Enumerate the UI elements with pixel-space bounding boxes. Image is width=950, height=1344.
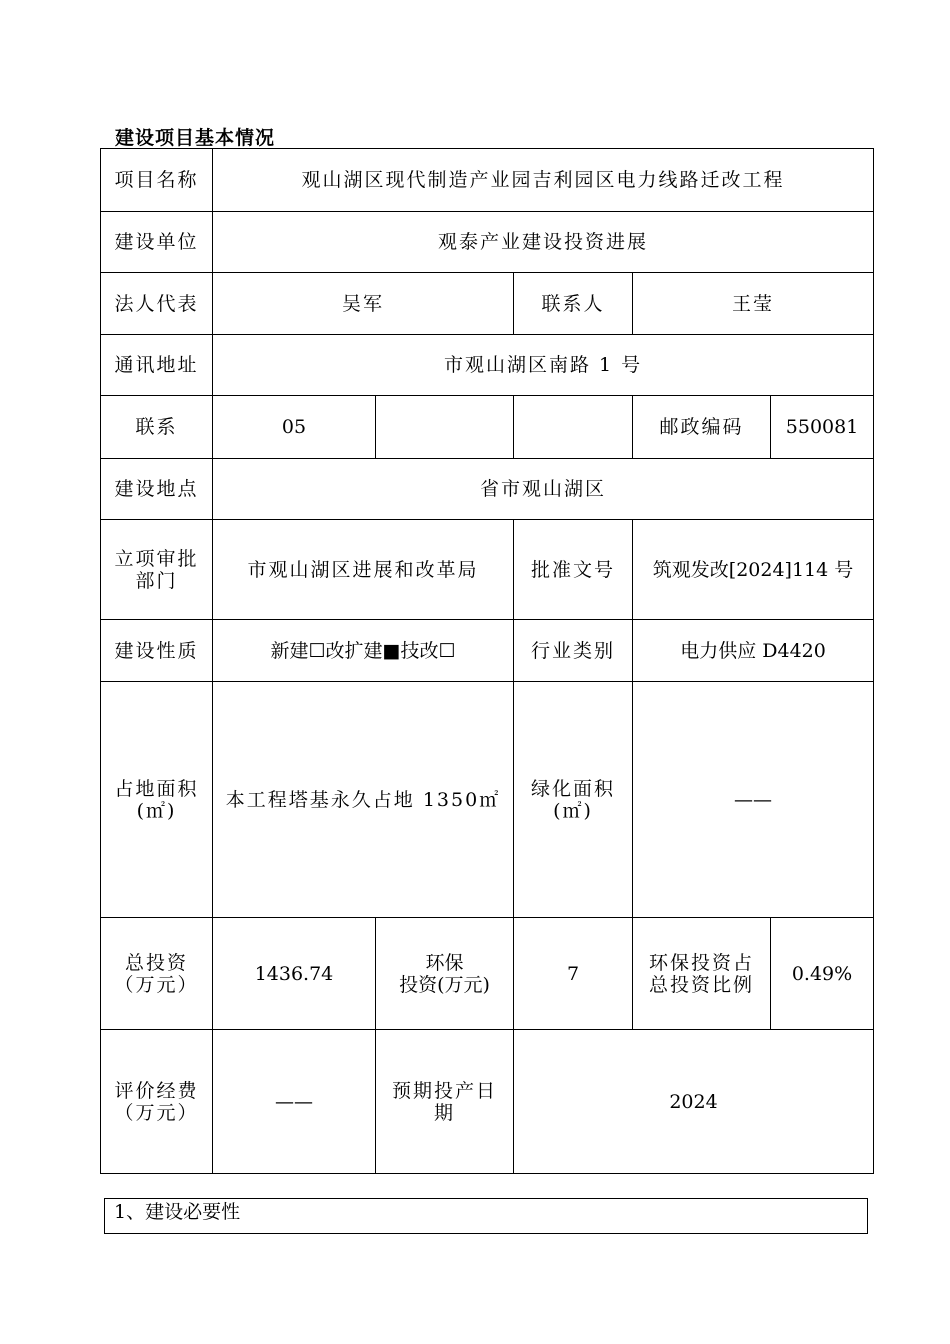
phone-value: 05 <box>213 396 376 459</box>
evaluation-label-line1: 评价经费 <box>114 1079 199 1102</box>
approval-value: 市观山湖区进展和改革局 <box>213 520 514 620</box>
land-label-line1: 占地面积 <box>114 777 199 800</box>
investment-label <box>101 918 213 1030</box>
row-location <box>101 459 874 520</box>
env-ratio-label-line2: 总投资比例 <box>648 973 754 996</box>
green-label-line2: (㎡) <box>553 799 593 822</box>
investment-label-line2: （万元） <box>114 973 199 996</box>
env-ratio-label <box>633 918 771 1030</box>
project-name-label: 项目名称 <box>101 149 213 212</box>
approval-label-line2: 部门 <box>135 569 178 592</box>
location-value: 省市观山湖区 <box>213 459 874 520</box>
legal-rep-value: 吴军 <box>213 273 514 335</box>
phone-extra-cell-2 <box>514 396 633 459</box>
section-title: 1、建设必要性 <box>114 1201 241 1223</box>
production-date-label-line2: 期 <box>433 1101 455 1124</box>
address-value: 市观山湖区南路 1 号 <box>213 335 874 396</box>
green-label-line1: 绿化面积 <box>530 777 615 800</box>
row-investment <box>101 918 874 1030</box>
industry-value: 电力供应 D4420 <box>633 620 874 682</box>
land-value: 本工程塔基永久占地 1350㎡ <box>213 682 514 918</box>
project-name-value: 观山湖区现代制造产业园吉利园区电力线路迁改工程 <box>213 149 874 212</box>
land-label-line2: (㎡) <box>136 799 177 822</box>
phone-extra-cell-1 <box>376 396 514 459</box>
env-ratio-label-line1: 环保投资占 <box>648 951 754 974</box>
row-legal-rep <box>101 273 874 335</box>
env-investment-label-line2: 投资(万元) <box>399 973 490 996</box>
builder-value: 观泰产业建设投资进展 <box>213 212 874 273</box>
row-builder <box>101 212 874 273</box>
env-investment-label <box>376 918 514 1030</box>
contact-value: 王莹 <box>633 273 874 335</box>
row-evaluation <box>101 1030 874 1174</box>
env-ratio-value: 0.49% <box>771 918 874 1030</box>
legal-rep-label: 法人代表 <box>101 273 213 335</box>
row-nature <box>101 620 874 682</box>
project-info-table <box>100 148 874 1174</box>
green-label <box>514 682 633 918</box>
postcode-value: 550081 <box>771 396 874 459</box>
approval-label <box>101 520 213 620</box>
phone-label: 联系 <box>101 396 213 459</box>
production-date-label <box>376 1030 514 1174</box>
investment-value: 1436.74 <box>213 918 376 1030</box>
evaluation-label <box>101 1030 213 1174</box>
approval-label-line1: 立项审批 <box>114 547 199 570</box>
approval-doc-value: 筑观发改[2024]114 号 <box>633 520 874 620</box>
env-investment-label-line1: 环保 <box>425 951 464 974</box>
location-label: 建设地点 <box>101 459 213 520</box>
contact-label: 联系人 <box>514 273 633 335</box>
approval-doc-label: 批准文号 <box>514 520 633 620</box>
land-label <box>101 682 213 918</box>
address-label: 通讯地址 <box>101 335 213 396</box>
investment-label-line1: 总投资 <box>124 951 188 974</box>
row-project-name <box>101 149 874 212</box>
postcode-label: 邮政编码 <box>633 396 771 459</box>
row-address <box>101 335 874 396</box>
evaluation-label-line2: （万元） <box>114 1101 199 1124</box>
page-heading: 建设项目基本情况 <box>115 127 276 149</box>
env-investment-value: 7 <box>514 918 633 1030</box>
row-land <box>101 682 874 918</box>
builder-label: 建设单位 <box>101 212 213 273</box>
green-value: —— <box>633 682 874 918</box>
nature-label: 建设性质 <box>101 620 213 682</box>
row-phone <box>101 396 874 459</box>
production-date-label-line1: 预期投产日 <box>391 1079 497 1102</box>
production-date-value: 2024 <box>514 1030 874 1174</box>
row-approval <box>101 520 874 620</box>
industry-label: 行业类别 <box>514 620 633 682</box>
section-necessity <box>104 1198 868 1234</box>
evaluation-value: —— <box>213 1030 376 1174</box>
nature-value: 新建☐改扩建■技改☐ <box>213 620 514 682</box>
